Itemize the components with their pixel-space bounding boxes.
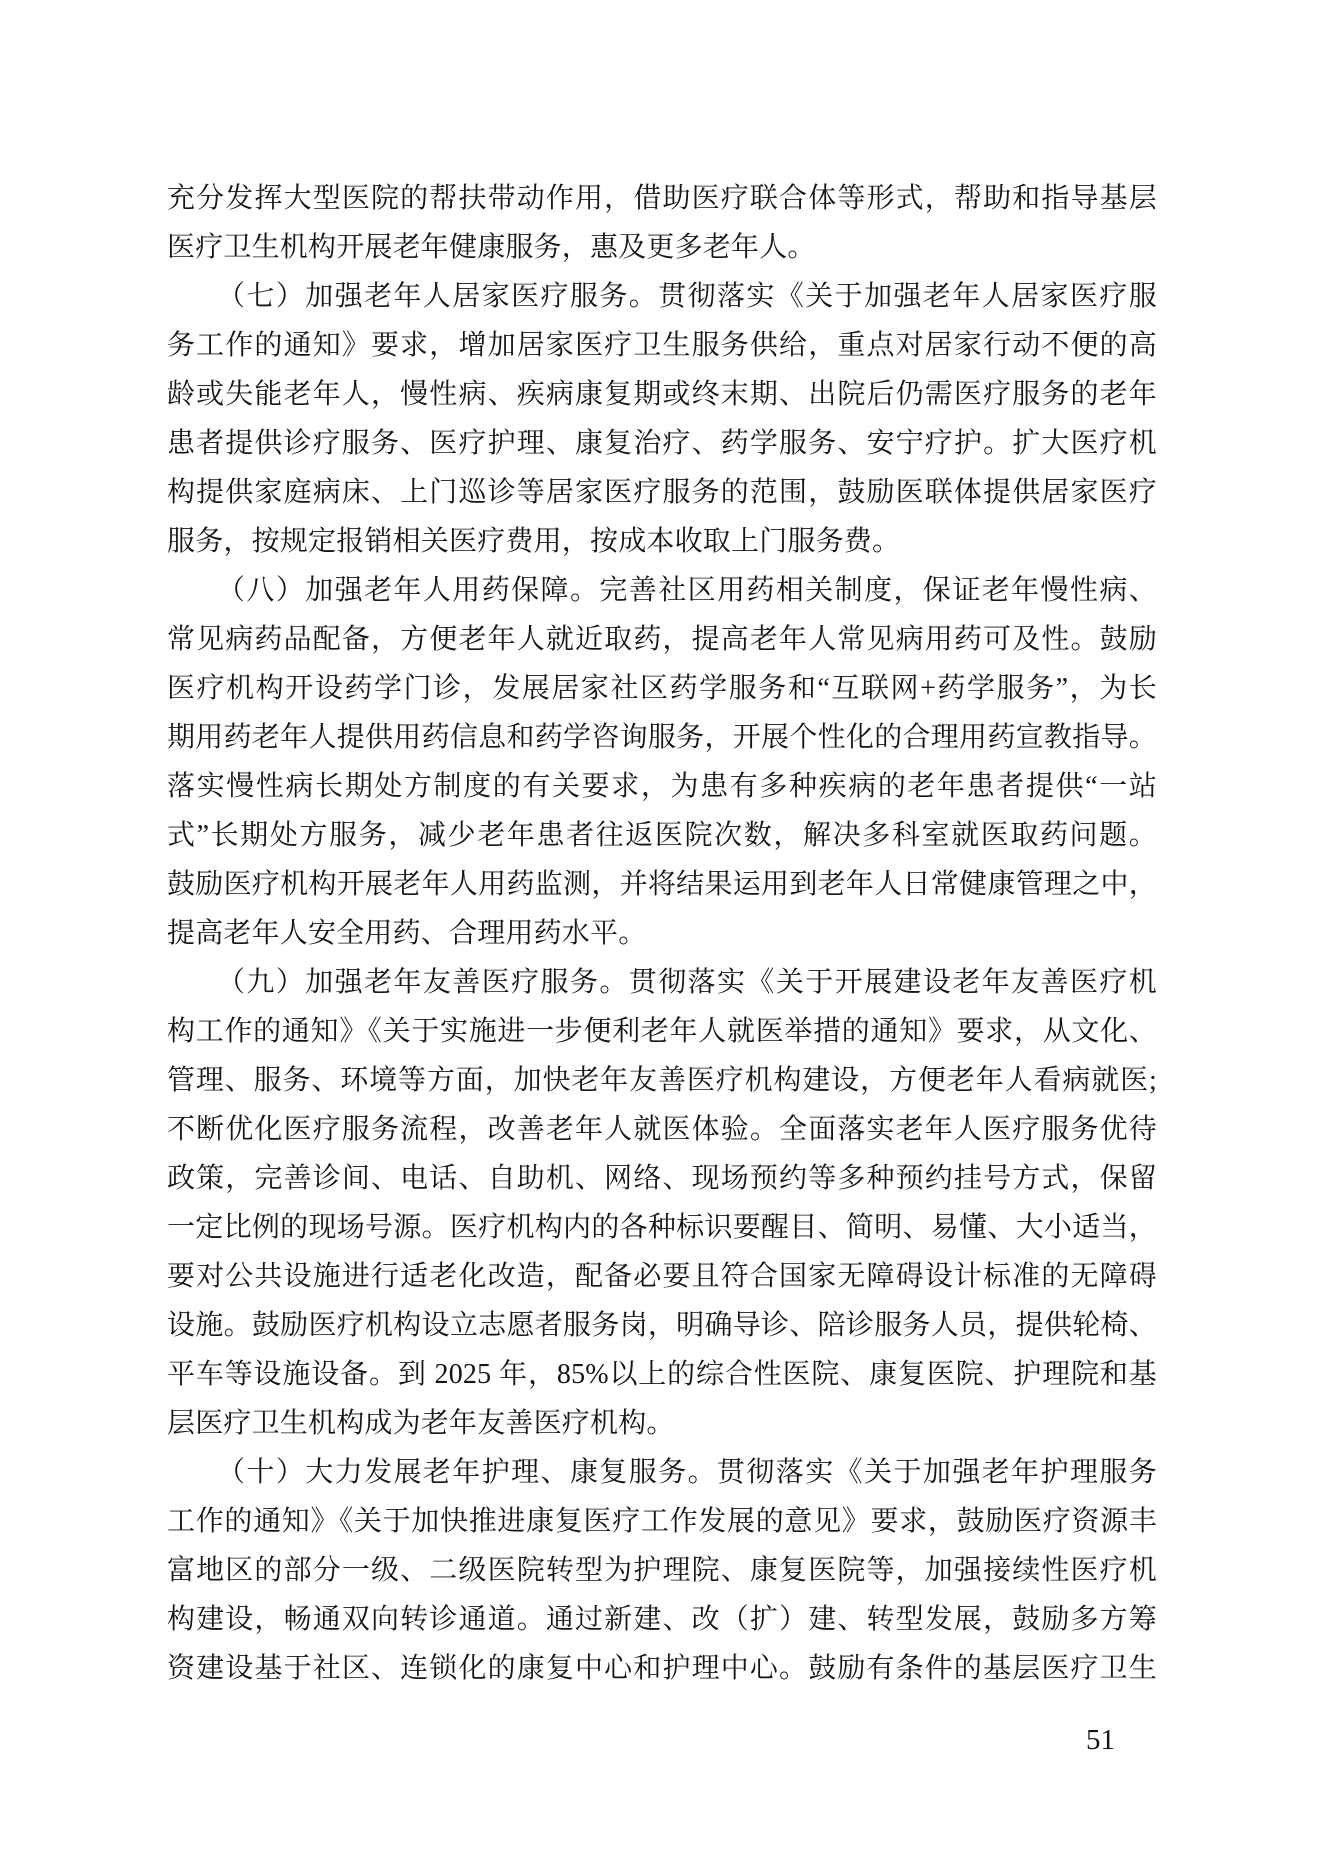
text-line: 构建设，畅通双向转诊通道。通过新建、改（扩）建、转型发展，鼓励多方筹	[167, 1604, 1157, 1635]
text-line: 充分发挥大型医院的帮扶带动作用，借助医疗联合体等形式，帮助和指导基层	[167, 183, 1157, 214]
text-line: 设施。鼓励医疗机构设立志愿者服务岗，明确导诊、陪诊服务人员，提供轮椅、	[167, 1310, 1157, 1341]
text-line: 医疗机构开设药学门诊，发展居家社区药学服务和“互联网+药学服务”，为长	[167, 673, 1157, 704]
text-line: 富地区的部分一级、二级医院转型为护理院、康复医院等，加强接续性医疗机	[167, 1555, 1157, 1586]
text-line: 鼓励医疗机构开展老年人用药监测，并将结果运用到老年人日常健康管理之中，	[167, 869, 1157, 900]
text-line: 龄或失能老年人，慢性病、疾病康复期或终末期、出院后仍需医疗服务的老年	[167, 379, 1157, 410]
text-line: 患者提供诊疗服务、医疗护理、康复治疗、药学服务、安宁疗护。扩大医疗机	[167, 428, 1157, 459]
text-line: 期用药老年人提供用药信息和药学咨询服务，开展个性化的合理用药宣教指导。	[167, 722, 1157, 753]
text-line: 平车等设施设备。到 2025 年，85%以上的综合性医院、康复医院、护理院和基	[167, 1359, 1157, 1390]
text-line: 政策，完善诊间、电话、自助机、网络、现场预约等多种预约挂号方式，保留	[167, 1163, 1157, 1194]
text-line: 落实慢性病长期处方制度的有关要求，为患有多种疾病的老年患者提供“一站	[167, 771, 1157, 802]
text-line: 常见病药品配备，方便老年人就近取药，提高老年人常见病用药可及性。鼓励	[167, 624, 1157, 655]
text-line: 务工作的通知》要求，增加居家医疗卫生服务供给，重点对居家行动不便的高	[167, 330, 1157, 361]
text-line: 医疗卫生机构开展老年健康服务，惠及更多老年人。	[167, 232, 816, 263]
text-line: 工作的通知》《关于加快推进康复医疗工作发展的意见》要求，鼓励医疗资源丰	[167, 1506, 1157, 1537]
text-line: 式”长期处方服务，减少老年患者往返医院次数，解决多科室就医取药问题。	[167, 820, 1157, 851]
text-line: 层医疗卫生机构成为老年友善医疗机构。	[167, 1408, 675, 1439]
text-line: 服务，按规定报销相关医疗费用，按成本收取上门服务费。	[167, 526, 901, 557]
text-line: （八）加强老年人用药保障。完善社区用药相关制度，保证老年慢性病、	[217, 575, 1157, 606]
text-line: 构工作的通知》《关于实施进一步便利老年人就医举措的通知》要求，从文化、	[167, 1016, 1157, 1047]
text-line: 构提供家庭病床、上门巡诊等居家医疗服务的范围，鼓励医联体提供居家医疗	[167, 477, 1157, 508]
text-line: 提高老年人安全用药、合理用药水平。	[167, 918, 647, 949]
text-line: 一定比例的现场号源。医疗机构内的各种标识要醒目、简明、易懂、大小适当，	[167, 1212, 1157, 1243]
text-line: （十）大力发展老年护理、康复服务。贯彻落实《关于加强老年护理服务	[217, 1457, 1157, 1488]
document-text-block	[167, 174, 1157, 1693]
text-line: （九）加强老年友善医疗服务。贯彻落实《关于开展建设老年友善医疗机	[217, 967, 1157, 998]
text-line: （七）加强老年人居家医疗服务。贯彻落实《关于加强老年人居家医疗服	[217, 281, 1157, 312]
text-line: 管理、服务、环境等方面，加快老年友善医疗机构建设，方便老年人看病就医;	[167, 1065, 1157, 1096]
text-line: 不断优化医疗服务流程，改善老年人就医体验。全面落实老年人医疗服务优待	[167, 1114, 1157, 1145]
page-number: 51	[1086, 1724, 1115, 1756]
text-line: 资建设基于社区、连锁化的康复中心和护理中心。鼓励有条件的基层医疗卫生	[167, 1653, 1157, 1684]
text-line: 要对公共设施进行适老化改造，配备必要且符合国家无障碍设计标准的无障碍	[167, 1261, 1157, 1292]
